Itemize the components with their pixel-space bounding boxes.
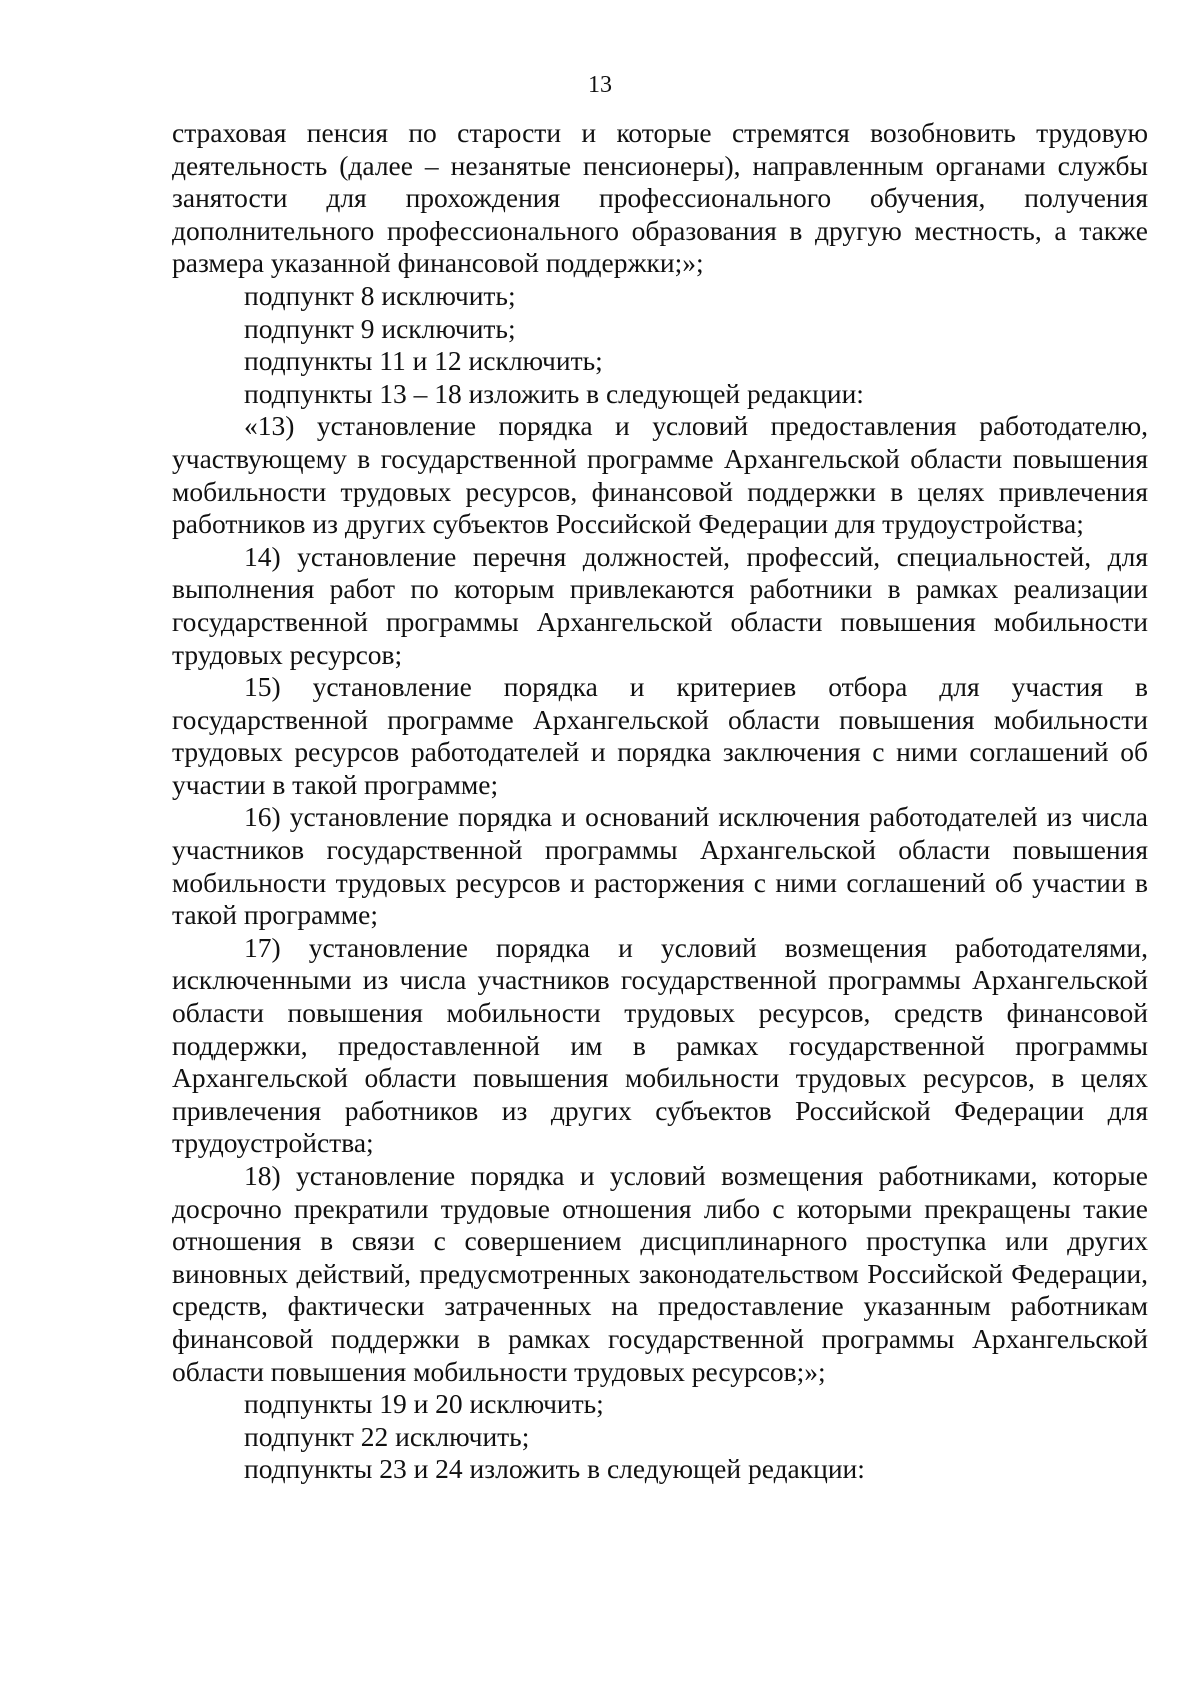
paragraph-subclauses-23-24: подпункты 23 и 24 изложить в следующей редакции:	[244, 1453, 865, 1485]
paragraph-item-18: 18) установление порядка и условий возмещения работниками, которые досрочно прекратили трудовые отношения либо с которыми прекращены такие отношения в связи с совершением дисциплинарного проступка или других виновных действий, предусмотренных законодательством Российской Федерации, средств, фактически затраченных на предоставление указанным работникам финансовой поддержки в рамках государственной программы Архангельской области повышения мобильности трудовых ресурсов;»;	[172, 1160, 1148, 1387]
paragraph-item-15: 15) установление порядка и критериев отбора для участия в государственной программе Архангельской области повышения мобильности трудовых ресурсов работодателей и порядка заключения с ними соглашений об участии в такой программе;	[172, 671, 1148, 800]
document-body	[172, 117, 1148, 1486]
paragraph-item-14: 14) установление перечня должностей, профессий, специальностей, для выполнения работ по которым привлекаются работники в рамках реализации государственной программы Архангельской области повышения мобильности трудовых ресурсов;	[172, 540, 1148, 670]
paragraph-subclause-9: подпункт 9 исключить;	[244, 312, 516, 344]
page-number: 13	[588, 72, 612, 98]
paragraph-continuation: страховая пенсия по старости и которые стремятся возобновить трудовую деятельность (далее – незанятые пенсионеры), направленным органами службы занятости для прохождения профессионального обучения, получения дополнительного профессионального образования в другую местность, а также размера указанной финансовой поддержки;»;	[172, 117, 1148, 279]
paragraph-item-17: 17) установление порядка и условий возмещения работодателями, исключенными из числа участников государственной программы Архангельской области повышения мобильности трудовых ресурсов, средств финансовой поддержки, предоставленной им в рамках государственной программы Архангельской области повышения мобильности трудовых ресурсов, в целях привлечения работников из других субъектов Российской Федерации для трудоустройства;	[172, 931, 1148, 1159]
paragraph-subclause-8: подпункт 8 исключить;	[244, 279, 516, 311]
paragraph-subclauses-13-18: подпункты 13 – 18 изложить в следующей редакции:	[244, 377, 864, 409]
paragraph-subclauses-19-20: подпункты 19 и 20 исключить;	[244, 1388, 604, 1420]
paragraph-subclause-22: подпункт 22 исключить;	[244, 1420, 530, 1452]
paragraph-item-13: «13) установление порядка и условий предоставления работодателю, участвующему в государственной программе Архангельской области повышения мобильности трудовых ресурсов, финансовой поддержки в целях привлечения работников из других субъектов Российской Федерации для трудоустройства;	[172, 410, 1148, 540]
paragraph-item-16: 16) установление порядка и оснований исключения работодателей из числа участников государственной программы Архангельской области повышения мобильности трудовых ресурсов и расторжения с ними соглашений об участии в такой программе;	[172, 801, 1148, 931]
paragraph-subclauses-11-12: подпункты 11 и 12 исключить;	[244, 345, 603, 377]
